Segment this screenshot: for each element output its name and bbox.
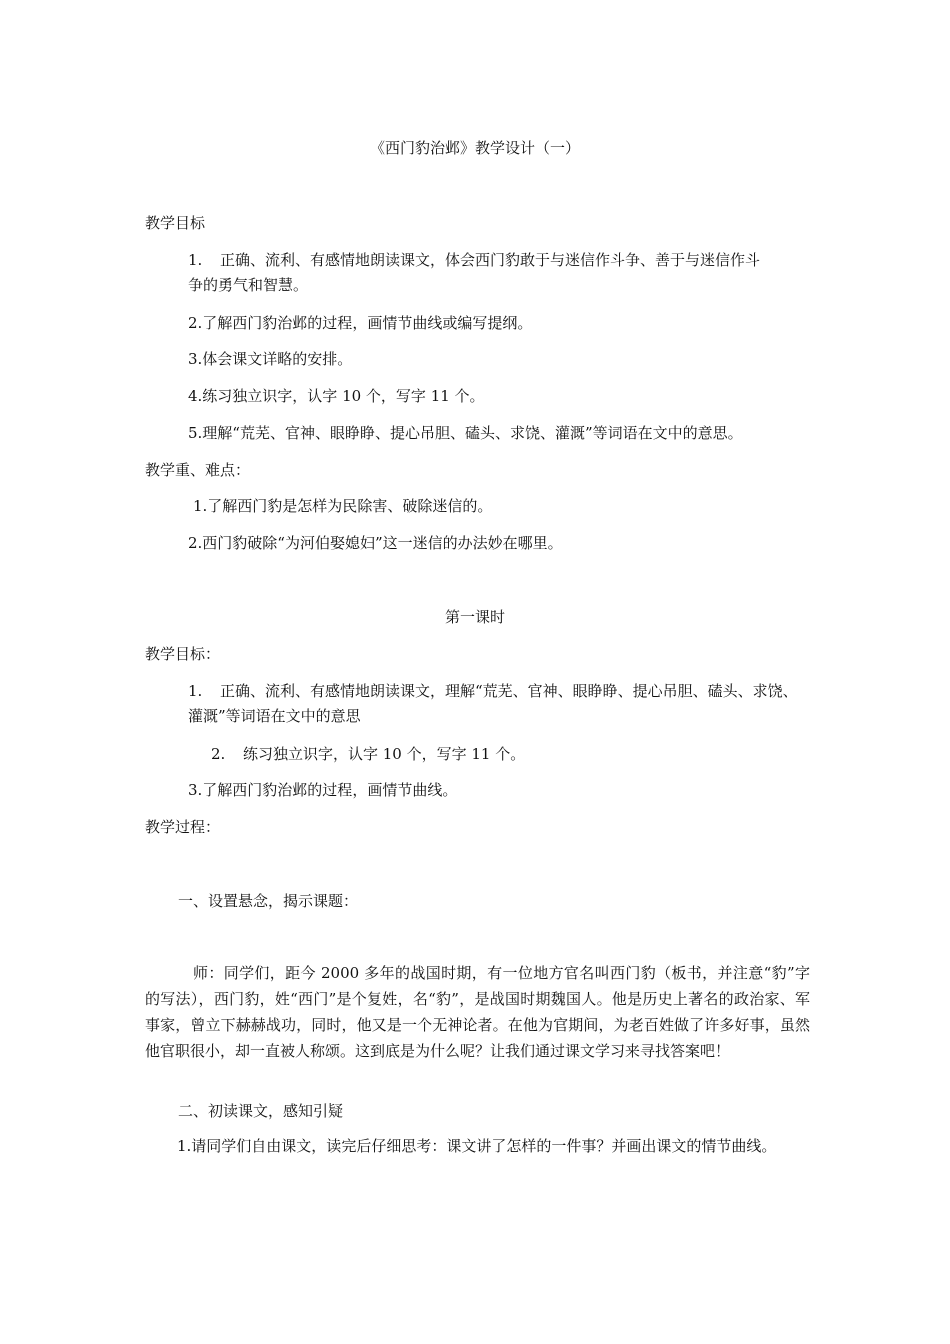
lesson-goal-1-text: 正确、流利、有感情地朗读课文，理解“荒芜、官神、眼睁睁、提心吊胆、磕头、求饶、 bbox=[220, 682, 798, 700]
goal-5: 5.理解“荒芜、官神、眼睁睁、提心吊胆、磕头、求饶、灌溉”等词语在文中的意思。 bbox=[188, 424, 743, 442]
lesson-goal-2 bbox=[211, 744, 525, 764]
goal-3: 3.体会课文详略的安排。 bbox=[188, 350, 353, 368]
lesson-goal-2-number: 2. bbox=[211, 745, 226, 763]
step-2-item-1: 1.请同学们自由课文，读完后仔细思考：课文讲了怎样的一件事？并画出课文的情节曲线。 bbox=[177, 1137, 777, 1155]
goal-1 bbox=[188, 250, 760, 270]
lesson-title: 第一课时 bbox=[444, 608, 505, 626]
goal-4: 4.练习独立识字，认字 10 个，写字 11 个。 bbox=[188, 387, 485, 405]
keypoint-1: 1.了解西门豹是怎样为民除害、破除迷信的。 bbox=[193, 497, 493, 515]
keypoint-2: 2.西门豹破除“为河伯娶媳妇”这一迷信的办法妙在哪里。 bbox=[188, 534, 563, 552]
teacher-paragraph: 师：同学们，距今 2000 多年的战国时期，有一位地方官名叫西门豹（板书，并注意“豹”字的写法），西门豹，姓“西门”是个复姓，名“豹”，是战国时期魏国人。他是历史上著名的政治家、军事家，曾立下赫赫战功，同时，他又是一个无神论者。在他为官期间，为老百姓做了许多好事，虽然他官职很小，却一直被人称颂。这到底是为什么呢？让我们通过课文学习来寻找答案吧！ bbox=[145, 964, 810, 1060]
lesson-goals-heading: 教学目标： bbox=[145, 645, 221, 663]
goal-2: 2.了解西门豹治邺的过程，画情节曲线或编写提纲。 bbox=[188, 314, 533, 332]
section-heading-goals: 教学目标 bbox=[145, 214, 206, 232]
lesson-goal-1 bbox=[188, 681, 798, 701]
process-heading: 教学过程： bbox=[145, 818, 221, 836]
lesson-goal-1-continued: 灌溉”等词语在文中的意思 bbox=[188, 707, 361, 725]
lesson-goal-1-number: 1. bbox=[188, 682, 203, 700]
step-1-heading: 一、设置悬念，揭示课题： bbox=[178, 892, 359, 910]
lesson-goal-3: 3.了解西门豹治邺的过程，画情节曲线。 bbox=[188, 781, 458, 799]
goal-1-number: 1. bbox=[188, 251, 203, 269]
goal-1-continued: 争的勇气和智慧。 bbox=[188, 276, 309, 294]
document-title: 《西门豹治邺》教学设计（一） bbox=[369, 139, 580, 157]
goal-1-text: 正确、流利、有感情地朗读课文，体会西门豹敢于与迷信作斗争、善于与迷信作斗 bbox=[220, 251, 761, 269]
lesson-goal-2-text: 练习独立识字，认字 10 个，写字 11 个。 bbox=[243, 745, 526, 763]
step-2-heading: 二、初读课文，感知引疑 bbox=[178, 1102, 344, 1120]
section-heading-keypoints: 教学重、难点： bbox=[145, 461, 251, 479]
